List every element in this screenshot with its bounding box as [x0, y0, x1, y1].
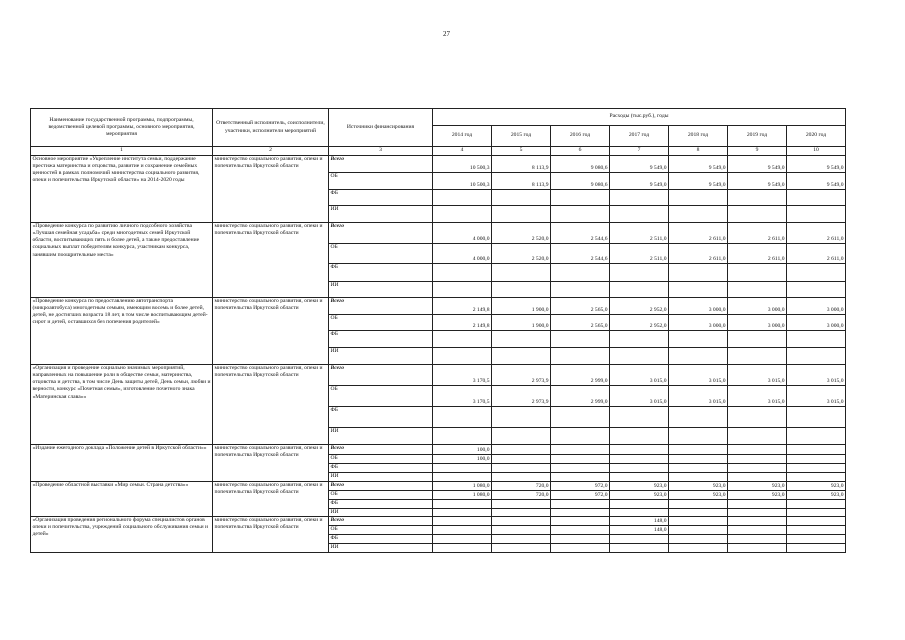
- expense-value: [492, 282, 551, 298]
- expense-value: [787, 331, 846, 348]
- expense-value: 2 611,0: [728, 223, 787, 244]
- expense-value: [492, 348, 551, 365]
- expense-value: 3 015,0: [728, 386, 787, 407]
- expense-value: 148,0: [610, 517, 669, 526]
- expense-value: [433, 407, 492, 428]
- expense-value: [669, 407, 728, 428]
- expense-value: [787, 190, 846, 206]
- expense-value: [492, 517, 551, 526]
- expense-value: 2 511,0: [610, 244, 669, 264]
- expense-value: [551, 517, 610, 526]
- expense-value: [787, 407, 846, 428]
- expense-value: [669, 348, 728, 365]
- expense-value: 1 900,0: [492, 298, 551, 315]
- expense-value: 9 549,0: [728, 173, 787, 190]
- expense-value: 2 973,9: [492, 386, 551, 407]
- column-number: 8: [669, 147, 728, 156]
- expense-value: [492, 407, 551, 428]
- header-name: Наименование государственной программы, подпрограммы, ведомственной целевой программы, основного мероприятия, мероприятия: [31, 109, 213, 147]
- table-body: [31, 147, 846, 553]
- header-expenses: Расходы (тыс.руб.), годы: [433, 109, 846, 126]
- expense-value: 2 611,0: [787, 244, 846, 264]
- expense-value: [787, 500, 846, 509]
- expense-value: [610, 509, 669, 517]
- expense-value: [492, 473, 551, 482]
- expense-value: 3 015,0: [787, 365, 846, 386]
- expense-value: 9 549,0: [669, 173, 728, 190]
- expense-value: 2 520,0: [492, 223, 551, 244]
- expense-value: 100,0: [433, 445, 492, 455]
- funding-source: Всего: [329, 298, 433, 315]
- expense-value: [728, 206, 787, 223]
- expense-value: 3 170,5: [433, 365, 492, 386]
- header-year: 2016 год: [551, 126, 610, 147]
- expense-value: [610, 190, 669, 206]
- expense-value: [610, 407, 669, 428]
- funding-source: ИИ: [329, 509, 433, 517]
- expense-value: 8 113,9: [492, 173, 551, 190]
- expense-value: [433, 264, 492, 282]
- activity-name: «Издание ежегодного доклада «Положение детей в Иркутской области»»: [31, 445, 213, 482]
- expense-value: [551, 407, 610, 428]
- expense-value: [728, 190, 787, 206]
- expense-value: 720,0: [492, 491, 551, 500]
- expense-value: 923,0: [787, 482, 846, 491]
- expense-value: [610, 464, 669, 473]
- activity-executor: министерство социального развития, опеки и попечительства Иркутской области: [213, 445, 329, 482]
- expense-value: 9 080,6: [551, 173, 610, 190]
- expense-value: 2 611,0: [669, 223, 728, 244]
- expense-value: [728, 500, 787, 509]
- expense-value: 2 999,0: [551, 365, 610, 386]
- expense-value: [492, 264, 551, 282]
- expense-value: 720,0: [492, 482, 551, 491]
- expense-value: [669, 509, 728, 517]
- expense-value: [551, 190, 610, 206]
- expense-value: [728, 264, 787, 282]
- funding-source: ОБ: [329, 315, 433, 331]
- expense-value: [728, 544, 787, 553]
- expense-value: [728, 348, 787, 365]
- expense-value: [433, 517, 492, 526]
- expense-value: [787, 464, 846, 473]
- funding-source: Всего: [329, 223, 433, 244]
- expense-value: 100,0: [433, 455, 492, 464]
- expense-value: [551, 464, 610, 473]
- expense-value: [669, 282, 728, 298]
- expense-value: [433, 190, 492, 206]
- expense-value: 3 000,0: [669, 315, 728, 331]
- expense-value: 10 500,3: [433, 156, 492, 173]
- header-year: 2017 год: [610, 126, 669, 147]
- expense-value: [551, 206, 610, 223]
- expense-value: 2 999,0: [551, 386, 610, 407]
- header-year: 2020 год: [787, 126, 846, 147]
- expense-value: [787, 445, 846, 455]
- expense-value: 2 511,0: [610, 223, 669, 244]
- table-row: [31, 223, 846, 244]
- header-executor: Ответственный исполнитель, соисполнители, участники, исполнители мероприятий: [213, 109, 329, 147]
- column-number: 9: [728, 147, 787, 156]
- expense-value: [610, 473, 669, 482]
- expense-value: [787, 282, 846, 298]
- funding-source: ФБ: [329, 331, 433, 348]
- expense-value: 923,0: [728, 491, 787, 500]
- expense-value: [669, 500, 728, 509]
- expenses-table: [30, 108, 846, 553]
- funding-source: ИИ: [329, 282, 433, 298]
- funding-source: ФБ: [329, 190, 433, 206]
- expense-value: [787, 517, 846, 526]
- page-number: 27: [443, 30, 450, 38]
- expense-value: 972,0: [551, 491, 610, 500]
- expense-value: [433, 535, 492, 544]
- expense-value: 3 015,0: [610, 386, 669, 407]
- funding-source: Всего: [329, 365, 433, 386]
- header-year: 2018 год: [669, 126, 728, 147]
- expense-value: [433, 331, 492, 348]
- column-number: 5: [492, 147, 551, 156]
- activity-executor: министерство социального развития, опеки и попечительства Иркутской области: [213, 482, 329, 517]
- funding-source: ФБ: [329, 500, 433, 509]
- expense-value: 9 549,0: [787, 173, 846, 190]
- expense-value: 4 000,0: [433, 244, 492, 264]
- expense-value: [728, 517, 787, 526]
- expense-value: [787, 348, 846, 365]
- expense-value: [492, 509, 551, 517]
- column-number: 1: [31, 147, 213, 156]
- expense-value: [669, 517, 728, 526]
- funding-source: ФБ: [329, 264, 433, 282]
- expense-value: [669, 190, 728, 206]
- header-year: 2019 год: [728, 126, 787, 147]
- expense-value: [492, 464, 551, 473]
- expense-value: 9 549,0: [787, 156, 846, 173]
- expense-value: [551, 473, 610, 482]
- table-row: [31, 482, 846, 491]
- expense-value: [610, 348, 669, 365]
- expense-value: [728, 331, 787, 348]
- expense-value: [610, 544, 669, 553]
- funding-source: ОБ: [329, 491, 433, 500]
- funding-source: Всего: [329, 482, 433, 491]
- expense-value: 972,0: [551, 482, 610, 491]
- expense-value: [433, 282, 492, 298]
- expense-value: [610, 331, 669, 348]
- activity-executor: министерство социального развития, опеки и попечительства Иркутской области: [213, 298, 329, 365]
- funding-source: ОБ: [329, 386, 433, 407]
- expense-value: [492, 331, 551, 348]
- funding-source: ИИ: [329, 206, 433, 223]
- expense-value: [492, 544, 551, 553]
- expense-value: 2 611,0: [669, 244, 728, 264]
- expense-value: [610, 535, 669, 544]
- funding-source: ОБ: [329, 173, 433, 190]
- expense-value: [787, 206, 846, 223]
- expense-value: 1 080,0: [433, 491, 492, 500]
- table-row: [31, 298, 846, 315]
- expense-value: 3 015,0: [610, 365, 669, 386]
- expense-value: 923,0: [610, 491, 669, 500]
- expense-value: [787, 544, 846, 553]
- header-year: 2015 год: [492, 126, 551, 147]
- activity-name: Основное мероприятие «Укрепление института семьи, поддержание престижа материнства и отцовства, развитие и сохранение семейных ценностей в рамках полномочий министерства социального развития, опеки и попечительства Иркутской области» на 2014-2020 годы: [31, 156, 213, 223]
- expense-value: 10 500,3: [433, 173, 492, 190]
- expense-value: [610, 264, 669, 282]
- expense-value: [492, 455, 551, 464]
- funding-source: ИИ: [329, 428, 433, 445]
- expense-value: 3 170,5: [433, 386, 492, 407]
- expense-value: [433, 348, 492, 365]
- expense-value: [669, 445, 728, 455]
- expense-value: 923,0: [669, 491, 728, 500]
- expense-value: 8 113,9: [492, 156, 551, 173]
- expense-value: [610, 445, 669, 455]
- expense-value: 1 080,0: [433, 482, 492, 491]
- expense-value: [669, 264, 728, 282]
- activity-executor: министерство социального развития, опеки и попечительства Иркутской области: [213, 517, 329, 553]
- expense-value: [669, 331, 728, 348]
- expense-value: 2 565,0: [551, 298, 610, 315]
- expense-value: [433, 428, 492, 445]
- expense-value: 923,0: [728, 482, 787, 491]
- funding-source: ФБ: [329, 535, 433, 544]
- funding-source: ФБ: [329, 464, 433, 473]
- activity-executor: министерство социального развития, опеки и попечительства Иркутской области: [213, 156, 329, 223]
- funding-source: ИИ: [329, 544, 433, 553]
- funding-source: ИИ: [329, 473, 433, 482]
- activity-executor: министерство социального развития, опеки и попечительства Иркутской области: [213, 365, 329, 445]
- activity-name: «Проведение конкурса по предоставлению автотранспорта (микроавтобуса) многодетным семьям, имеющим восемь и более детей, детей, не достигших возраста 18 лет, в том числе воспитывающим детей-сирот и детей, оставшихся без попечения родителей»: [31, 298, 213, 365]
- expense-value: [551, 500, 610, 509]
- expense-value: 3 015,0: [669, 365, 728, 386]
- expense-value: 2 544,6: [551, 223, 610, 244]
- expense-value: [492, 206, 551, 223]
- column-number: 3: [329, 147, 433, 156]
- column-number: 10: [787, 147, 846, 156]
- expense-value: [551, 428, 610, 445]
- expense-value: 3 000,0: [728, 298, 787, 315]
- expense-value: 2 952,0: [610, 298, 669, 315]
- expense-value: 9 549,0: [610, 156, 669, 173]
- expense-value: 2 544,6: [551, 244, 610, 264]
- expense-value: 148,0: [610, 526, 669, 535]
- expense-value: [551, 535, 610, 544]
- expense-value: [787, 526, 846, 535]
- funding-source: Всего: [329, 156, 433, 173]
- expense-value: [728, 473, 787, 482]
- expense-value: [728, 282, 787, 298]
- expense-value: [433, 500, 492, 509]
- expense-value: [433, 544, 492, 553]
- expense-value: [492, 190, 551, 206]
- expense-value: [787, 264, 846, 282]
- expense-value: [492, 428, 551, 445]
- funding-source: ИИ: [329, 348, 433, 365]
- expense-value: [551, 455, 610, 464]
- expense-value: [551, 264, 610, 282]
- expense-value: 2 520,0: [492, 244, 551, 264]
- expense-value: [728, 455, 787, 464]
- funding-source: Всего: [329, 517, 433, 526]
- activity-name: «Проведение конкурса по развитию личного подсобного хозяйства «Лучшая семейная усадьба» среди многодетных семей Иркутской области, воспитывающих пять и более детей, а также предоставление социальных выплат победителям конкурса, участникам конкурса, занявшим поощрительные места»: [31, 223, 213, 298]
- expense-value: 3 000,0: [728, 315, 787, 331]
- expense-value: 9 549,0: [669, 156, 728, 173]
- expense-value: 2 973,9: [492, 365, 551, 386]
- expense-value: 2 611,0: [787, 223, 846, 244]
- expense-value: [433, 526, 492, 535]
- funding-source: ОБ: [329, 455, 433, 464]
- expense-value: 3 000,0: [669, 298, 728, 315]
- expense-value: [610, 428, 669, 445]
- expense-value: [787, 473, 846, 482]
- expense-value: 1 900,0: [492, 315, 551, 331]
- expense-value: [669, 535, 728, 544]
- expense-value: [787, 455, 846, 464]
- expense-value: [669, 544, 728, 553]
- table-row: [31, 517, 846, 526]
- expense-value: [669, 428, 728, 445]
- expense-value: 4 000,0: [433, 223, 492, 244]
- expense-value: 9 080,6: [551, 156, 610, 173]
- expense-value: [669, 526, 728, 535]
- expense-value: [728, 407, 787, 428]
- expense-value: 3 015,0: [728, 365, 787, 386]
- expense-value: [610, 282, 669, 298]
- expense-value: [492, 500, 551, 509]
- column-number: 6: [551, 147, 610, 156]
- expense-value: [728, 526, 787, 535]
- expense-value: [728, 445, 787, 455]
- expense-value: [551, 544, 610, 553]
- expense-value: 923,0: [787, 491, 846, 500]
- funding-source: ОБ: [329, 244, 433, 264]
- expense-value: [669, 464, 728, 473]
- expense-value: [551, 282, 610, 298]
- expense-value: [551, 509, 610, 517]
- expense-value: [728, 535, 787, 544]
- expense-value: [669, 473, 728, 482]
- expense-value: [551, 445, 610, 455]
- expense-value: [433, 509, 492, 517]
- column-number: 4: [433, 147, 492, 156]
- expense-value: [787, 535, 846, 544]
- column-number-row: [31, 147, 846, 156]
- expense-value: 923,0: [669, 482, 728, 491]
- expense-value: [669, 206, 728, 223]
- table-row: [31, 445, 846, 455]
- expense-value: 3 000,0: [787, 298, 846, 315]
- expense-value: 3 015,0: [669, 386, 728, 407]
- expense-value: 3 000,0: [787, 315, 846, 331]
- expense-value: [551, 331, 610, 348]
- expense-value: 9 549,0: [610, 173, 669, 190]
- expense-value: [551, 348, 610, 365]
- activity-name: «Организация и проведение социально значимых мероприятий, направленных на повышение роли в обществе семьи, материнства, отцовства и детства, в том числе День защиты детей, День семьи, любви и верности, конкурс «Почетная семья», изготовление почетного знака «Материнская слава»»: [31, 365, 213, 445]
- expense-value: [728, 464, 787, 473]
- expense-value: 9 549,0: [728, 156, 787, 173]
- expense-value: [669, 455, 728, 464]
- expense-value: 2 565,0: [551, 315, 610, 331]
- expense-value: 2 149,8: [433, 298, 492, 315]
- expense-value: [492, 526, 551, 535]
- expense-value: [433, 464, 492, 473]
- expense-value: [728, 509, 787, 517]
- expense-value: 3 015,0: [787, 386, 846, 407]
- activity-executor: министерство социального развития, опеки и попечительства Иркутской области: [213, 223, 329, 298]
- column-number: 2: [213, 147, 329, 156]
- expense-value: 2 149,8: [433, 315, 492, 331]
- header-sources: Источники финансирования: [329, 109, 433, 147]
- table-row: [31, 156, 846, 173]
- expense-value: [433, 206, 492, 223]
- activity-name: «Проведение областной выставки «Мир семьи. Страна детства»»: [31, 482, 213, 517]
- table-row: [31, 365, 846, 386]
- activity-name: «Организация проведения регионального форума специалистов органов опеки и попечительства, учреждений социального обслуживания семьи и детей»: [31, 517, 213, 553]
- expense-value: [610, 206, 669, 223]
- expense-value: [610, 455, 669, 464]
- expense-value: [551, 526, 610, 535]
- expense-value: [610, 500, 669, 509]
- expense-value: [433, 473, 492, 482]
- header-year: 2014 год: [433, 126, 492, 147]
- expense-value: [728, 428, 787, 445]
- expense-value: 2 952,0: [610, 315, 669, 331]
- funding-source: ОБ: [329, 526, 433, 535]
- column-number: 7: [610, 147, 669, 156]
- expense-value: [492, 535, 551, 544]
- funding-source: Всего: [329, 445, 433, 455]
- funding-source: ФБ: [329, 407, 433, 428]
- expense-value: 2 611,0: [728, 244, 787, 264]
- expense-value: [492, 445, 551, 455]
- expense-value: [787, 509, 846, 517]
- expense-value: 923,0: [610, 482, 669, 491]
- expense-value: [787, 428, 846, 445]
